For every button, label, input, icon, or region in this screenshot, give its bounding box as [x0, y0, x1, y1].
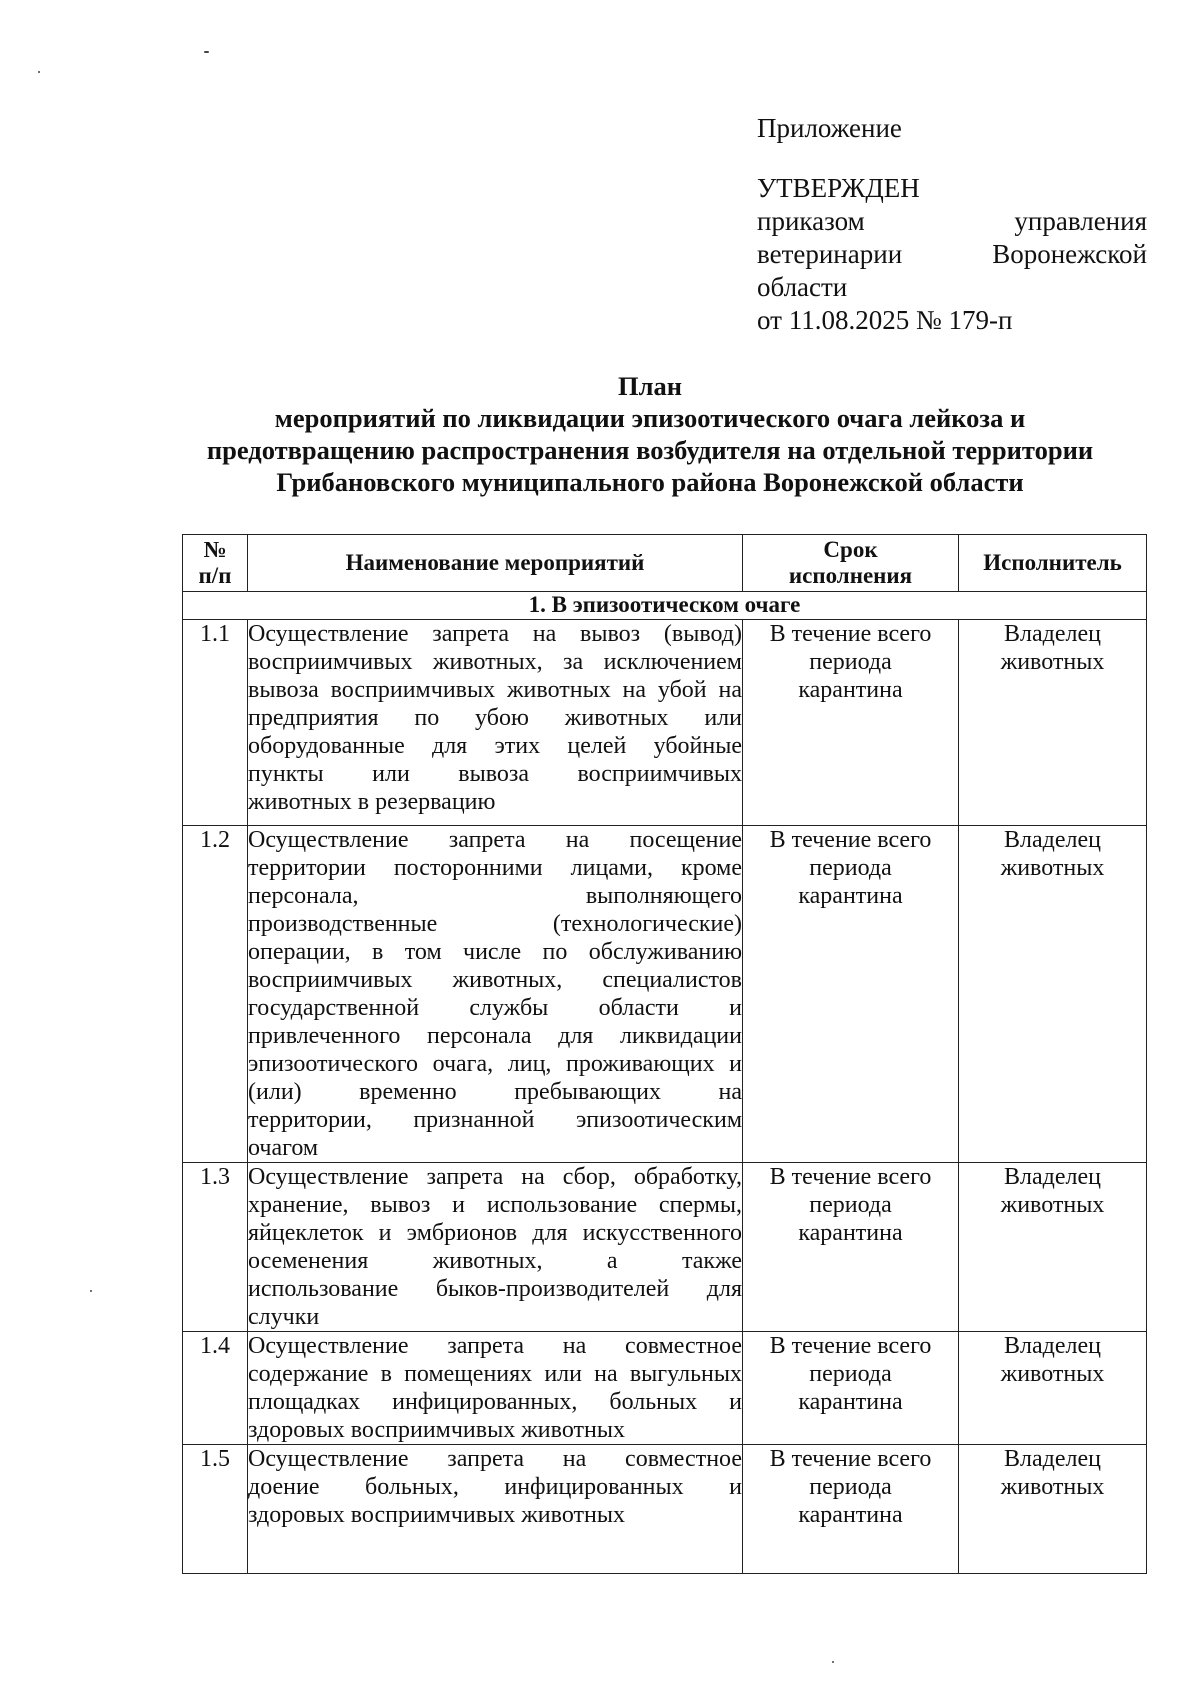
- measure-executor: [959, 826, 1147, 1163]
- appendix-label: Приложение: [757, 113, 902, 143]
- table-row: [183, 1445, 1147, 1574]
- term-line: В течение всего: [769, 1446, 932, 1472]
- term-line: периода: [809, 1361, 892, 1387]
- section-heading: 1. В эпизоотическом очаге: [183, 592, 1147, 620]
- table-row: [183, 620, 1147, 826]
- table-row: [183, 1163, 1147, 1332]
- approval-line: области: [757, 272, 848, 302]
- executor-line: животных: [1000, 1192, 1105, 1218]
- plan-title: [150, 370, 1150, 498]
- term-line: карантина: [798, 1389, 903, 1415]
- executor-line: Владелец: [1004, 621, 1101, 647]
- measure-name-line: (или) временно пребывающих на: [248, 1079, 742, 1105]
- measure-executor: [959, 1445, 1147, 1574]
- measure-name-line: Осуществление запрета на вывоз (вывод): [248, 621, 742, 647]
- measure-name-line: привлеченного персонала для ликвидации: [248, 1023, 742, 1049]
- row-number: 1.2: [183, 826, 248, 1163]
- measure-name-line: случки: [248, 1304, 320, 1330]
- measure-term: [743, 620, 959, 826]
- measure-name-line: использование быков-производителей для: [248, 1276, 742, 1302]
- term-line: карантина: [798, 1220, 903, 1246]
- plan-title-line: Грибановского муниципального района Воронежской области: [276, 467, 1024, 497]
- measure-name-line: восприимчивых животных, за исключением: [248, 649, 742, 675]
- measure-name-line: Осуществление запрета на совместное: [248, 1446, 742, 1472]
- measure-name-line: осеменения животных, а также: [248, 1248, 742, 1274]
- approval-line: приказом управления: [757, 206, 1147, 236]
- table-header-row: [183, 535, 1147, 592]
- term-line: периода: [809, 1474, 892, 1500]
- measure-name-line: хранение, вывоз и использование спермы,: [248, 1192, 742, 1218]
- measure-name: [248, 1163, 743, 1332]
- executor-line: Владелец: [1004, 827, 1101, 853]
- header-num: № п/п: [183, 535, 248, 592]
- term-line: периода: [809, 855, 892, 881]
- row-number: 1.1: [183, 620, 248, 826]
- header-executor: Исполнитель: [959, 535, 1147, 592]
- executor-line: животных: [1000, 1474, 1105, 1500]
- measure-name-line: здоровых восприимчивых животных: [248, 1502, 625, 1528]
- term-line: карантина: [798, 1502, 903, 1528]
- term-line: карантина: [798, 883, 903, 909]
- measure-name-line: территории, признанной эпизоотическим: [248, 1107, 742, 1133]
- measure-name-line: операции, в том числе по обслуживанию: [248, 939, 742, 965]
- row-number: 1.3: [183, 1163, 248, 1332]
- measure-name: [248, 826, 743, 1163]
- plan-title-line: предотвращению распространения возбудителя на отдельной территории: [206, 435, 1094, 465]
- measure-name-line: персонала, выполняющего: [248, 883, 742, 909]
- measure-term: [743, 826, 959, 1163]
- measure-term: [743, 1445, 959, 1574]
- measures-table: [182, 534, 1147, 1574]
- measure-name: [248, 1332, 743, 1445]
- executor-line: Владелец: [1004, 1333, 1101, 1359]
- executor-line: животных: [1000, 855, 1105, 881]
- term-line: периода: [809, 649, 892, 675]
- row-number: 1.5: [183, 1445, 248, 1574]
- term-line: В течение всего: [769, 621, 932, 647]
- measure-name-line: производственные (технологические): [248, 911, 742, 937]
- measure-name-line: эпизоотического очага, лиц, проживающих и: [248, 1051, 742, 1077]
- plan-title-line: мероприятий по ликвидации эпизоотического очага лейкоза и: [274, 403, 1026, 433]
- plan-title-line: План: [618, 371, 682, 401]
- measure-name-line: Осуществление запрета на посещение: [248, 827, 742, 853]
- measure-name-line: пункты или вывоза восприимчивых: [248, 761, 742, 787]
- measure-name-line: вывоза восприимчивых животных на убой на: [248, 677, 742, 703]
- measure-name-line: животных в резервацию: [248, 789, 496, 815]
- measure-name-line: восприимчивых животных, специалистов: [248, 967, 742, 993]
- measure-name-line: здоровых восприимчивых животных: [248, 1417, 625, 1443]
- approval-line: ветеринарии Воронежской: [757, 239, 1147, 269]
- executor-line: животных: [1000, 1361, 1105, 1387]
- measure-name: [248, 1445, 743, 1574]
- measure-name-line: Осуществление запрета на сбор, обработку,: [248, 1164, 742, 1190]
- measure-name-line: государственной службы области и: [248, 995, 742, 1021]
- header-name: Наименование мероприятий: [248, 535, 743, 592]
- measure-name-line: очагом: [248, 1135, 319, 1161]
- measure-name-line: площадках инфицированных, больных и: [248, 1389, 742, 1415]
- measure-name-line: яйцеклеток и эмбрионов для искусственного: [248, 1220, 742, 1246]
- executor-line: Владелец: [1004, 1164, 1101, 1190]
- measure-name: [248, 620, 743, 826]
- measure-term: [743, 1332, 959, 1445]
- table-row: [183, 826, 1147, 1163]
- section-row: [183, 592, 1147, 620]
- executor-line: животных: [1000, 649, 1105, 675]
- term-line: В течение всего: [769, 827, 932, 853]
- scan-speck: [38, 71, 40, 73]
- measure-name-line: предприятия по убою животных или: [248, 705, 742, 731]
- measure-name-line: Осуществление запрета на совместное: [248, 1333, 742, 1359]
- executor-line: Владелец: [1004, 1446, 1101, 1472]
- measure-executor: [959, 1332, 1147, 1445]
- measure-executor: [959, 1163, 1147, 1332]
- measure-name-line: содержание в помещениях или на выгульных: [248, 1361, 742, 1387]
- row-number: 1.4: [183, 1332, 248, 1445]
- measure-term: [743, 1163, 959, 1332]
- measure-executor: [959, 620, 1147, 826]
- measure-name-line: территории посторонними лицами, кроме: [248, 855, 742, 881]
- header-term: Срок исполнения: [743, 535, 959, 592]
- scan-speck: [90, 1290, 92, 1292]
- measure-name-line: оборудованные для этих целей убойные: [248, 733, 742, 759]
- table-row: [183, 1332, 1147, 1445]
- term-line: В течение всего: [769, 1164, 932, 1190]
- approval-block: [757, 112, 1147, 337]
- approval-order-number: от 11.08.2025 № 179-п: [757, 305, 1013, 335]
- scan-speck: [204, 51, 209, 53]
- measure-name-line: доение больных, инфицированных и: [248, 1474, 742, 1500]
- approved-label: УТВЕРЖДЕН: [757, 173, 920, 203]
- scan-speck: [832, 1661, 834, 1663]
- term-line: В течение всего: [769, 1333, 932, 1359]
- term-line: карантина: [798, 677, 903, 703]
- term-line: периода: [809, 1192, 892, 1218]
